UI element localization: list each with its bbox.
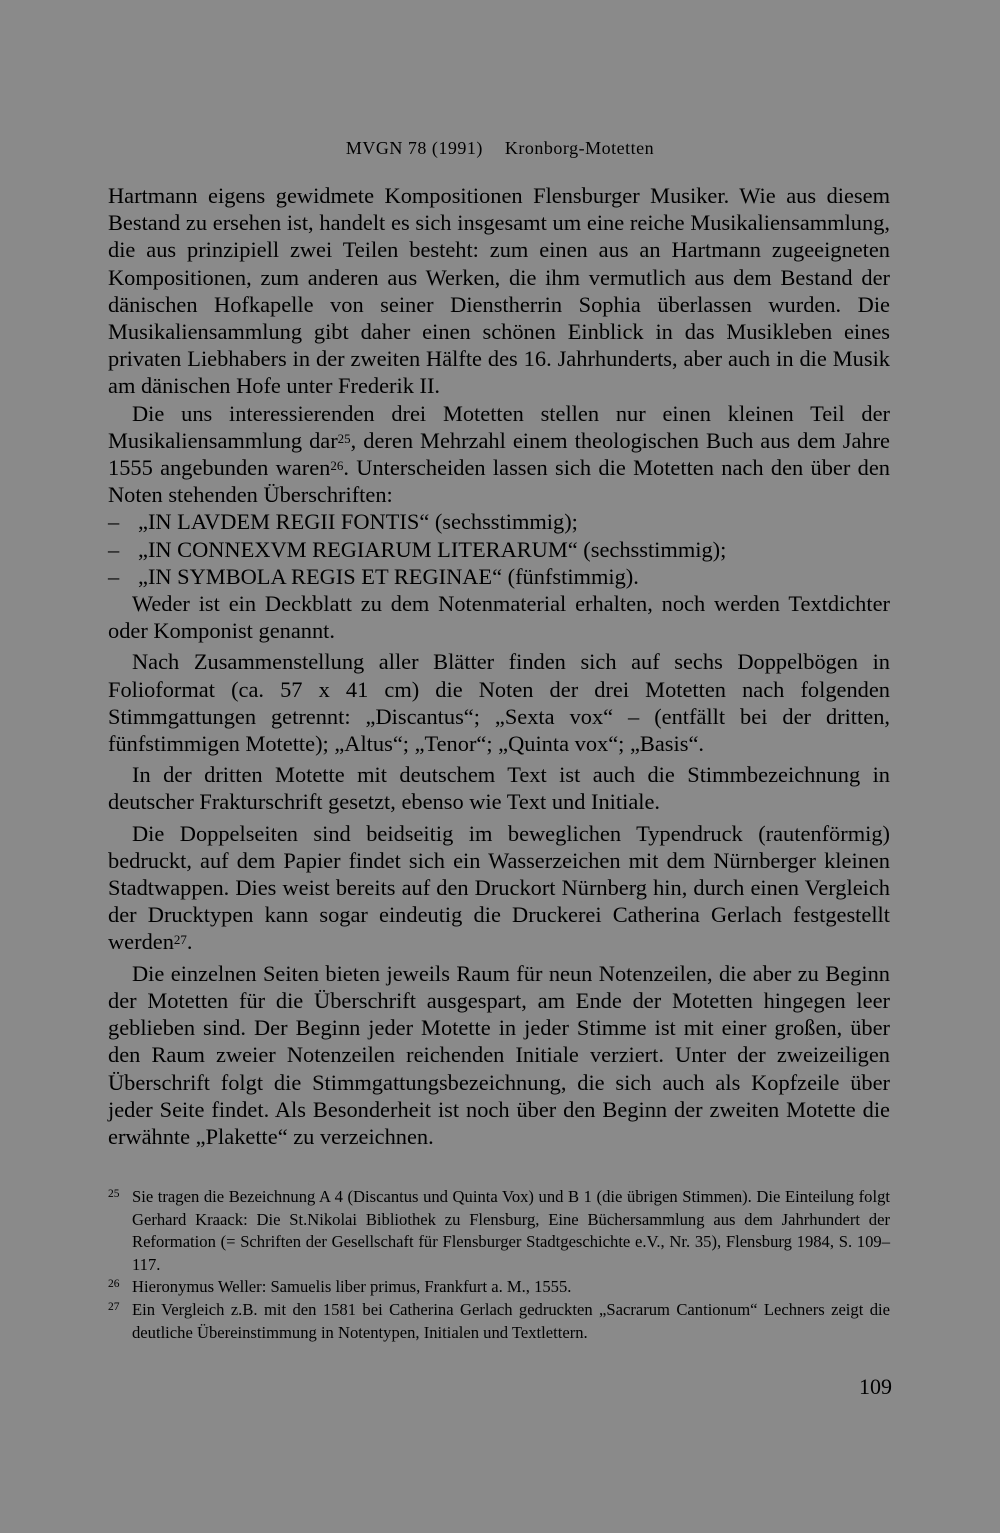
motet-title-1: „IN LAVDEM REGII FONTIS“ (sechsstimmig); (138, 509, 578, 535)
footnote-number: 26 (108, 1278, 120, 1291)
motet-list-item (108, 563, 890, 590)
paragraph-2-text-c: . Unterscheiden lassen sich die Motetten nach den über den Noten stehenden Überschriften: (108, 455, 890, 508)
list-dash: – (108, 563, 120, 589)
motet-title-3: „IN SYMBOLA REGIS ET REGINAE“ (fünfstimmig). (138, 563, 639, 589)
paragraph-2-text-b: , deren Mehrzahl einem theologischen Buch aus dem Jahre 1555 angebunden waren (108, 427, 890, 481)
paragraph-6 (108, 820, 890, 956)
footnote-text: Sie tragen die Bezeichnung A 4 (Discantus und Quinta Vox) und B 1 (die übrigen Stimmen). Die Einteilung folgt Gerhard Kraack: Die St.Nikolai Bibliothek zu Flensburg, Eine Büchersammlung aus dem Jahrhundert der Reformation (= Schriften der Gesellschaft für Flensburger Stadtgeschichte e.V., Nr. 35), Flensburg 1984, S. 109–117. (132, 1187, 890, 1274)
footnote-ref-27[interactable]: 27 (173, 932, 187, 948)
running-header (0, 138, 1000, 159)
footnote-number: 25 (108, 1188, 120, 1200)
list-dash: – (108, 509, 120, 535)
page-number: 109 (859, 1374, 892, 1399)
footnote-27 (108, 1299, 890, 1344)
footnote-text: Ein Vergleich z.B. mit den 1581 bei Catherina Gerlach gedruckten „Sacrarum Cantionum“ Lechners zeigt die deutliche Übereinstimmung in Notentypen, Initialen und Textlettern. (132, 1299, 890, 1342)
footnote-25 (108, 1186, 890, 1276)
paragraph-1: Hartmann eigens gewidmete Kompositionen Flensburger Musiker. Wie aus diesem Bestand zu ersehen ist, handelt es sich insgesamt um eine reiche Musikaliensammlung, die aus prinzipiell zwei Teilen besteht: zum einen aus an Hartmann zugeeigneten Kompositionen, zum anderen aus Werken, die ihm vermutlich aus dem Bestand der dänischen Hofkapelle von seiner Dienstherrin Sophia überlassen wurden. Die Musikaliensammlung gibt daher einen schönen Einblick in das Musikleben eines privaten Liebhabers in der zweiten Hälfte des 16. Jahrhunderts, aber auch in die Musik am dänischen Hofe unter Frederik II. (108, 183, 890, 399)
paragraph-4: Nach Zusammenstellung aller Blätter finden sich auf sechs Doppelbögen in Folioformat (ca. 57 x 41 cm) die Noten der drei Motetten nach folgenden Stimmgattungen getrennt: „Discantus“; „Sexta vox“ – (entfällt bei der dritten, fünfstimmigen Motette); „Altus“; „Tenor“; „Quinta vox“; „Basis“. (108, 649, 890, 757)
motet-list-item (108, 508, 890, 535)
paragraph-5: In der dritten Motette mit deutschem Text ist auch die Stimmbezeichnung in deutscher Frakturschrift gesetzt, ebenso wie Text und Initiale. (108, 762, 890, 815)
footnote-number: 27 (108, 1300, 120, 1313)
journal-reference: MVGN 78 (1991) (345, 138, 483, 158)
footnote-26 (108, 1276, 890, 1299)
paragraph-6-text-b: . (186, 929, 193, 955)
footnotes (108, 1186, 890, 1344)
paragraph-2 (108, 400, 890, 509)
motet-title-2: „IN CONNEXVM REGIARUM LITERARUM“ (sechsstimmig); (138, 536, 727, 562)
footnote-ref-25[interactable]: 25 (337, 430, 351, 446)
article-title: Kronborg-Motetten (504, 138, 655, 158)
footnote-text: Hieronymus Weller: Samuelis liber primus, Frankfurt a. M., 1555. (132, 1277, 572, 1297)
footnote-ref-26[interactable]: 26 (330, 458, 344, 474)
motet-list-item (108, 536, 890, 563)
paragraph-6-text-a: Die Doppelseiten sind beidseitig im beweglichen Typendruck (rautenförmig) bedruckt, auf dem Papier findet sich ein Wasserzeichen mit dem Nürnberger kleinen Stadtwappen. Dies weist bereits auf den Druckort Nürnberg hin, durch einen Vergleich der Drucktypen kann sogar eindeutig die Druckerei Catherina Gerlach festgestellt werden (108, 820, 890, 955)
paragraph-2-text-a: Die uns interessierenden drei Motetten stellen nur einen kleinen Teil der Musikaliensammlung dar (108, 400, 890, 453)
list-dash: – (108, 536, 120, 562)
body-text (108, 182, 890, 1150)
paragraph-3: Weder ist ein Deckblatt zu dem Notenmaterial erhalten, noch werden Textdichter oder Komponist genannt. (108, 591, 890, 644)
paragraph-7: Die einzelnen Seiten bieten jeweils Raum für neun Notenzeilen, die aber zu Beginn der Motetten für die Überschrift ausgespart, am Ende der Motetten hingegen leer geblieben sind. Der Beginn jeder Motette in jeder Stimme ist mit einer großen, über den Raum zweier Notenzeilen reichenden Initiale verziert. Unter der zweizeiligen Überschrift folgt die Stimmgattungsbezeichnung, die sich auch als Kopfzeile über jeder Seite findet. Als Besonderheit ist noch über den Beginn der zweiten Motette die erwähnte „Plakette“ zu verzeichnen. (108, 960, 890, 1149)
